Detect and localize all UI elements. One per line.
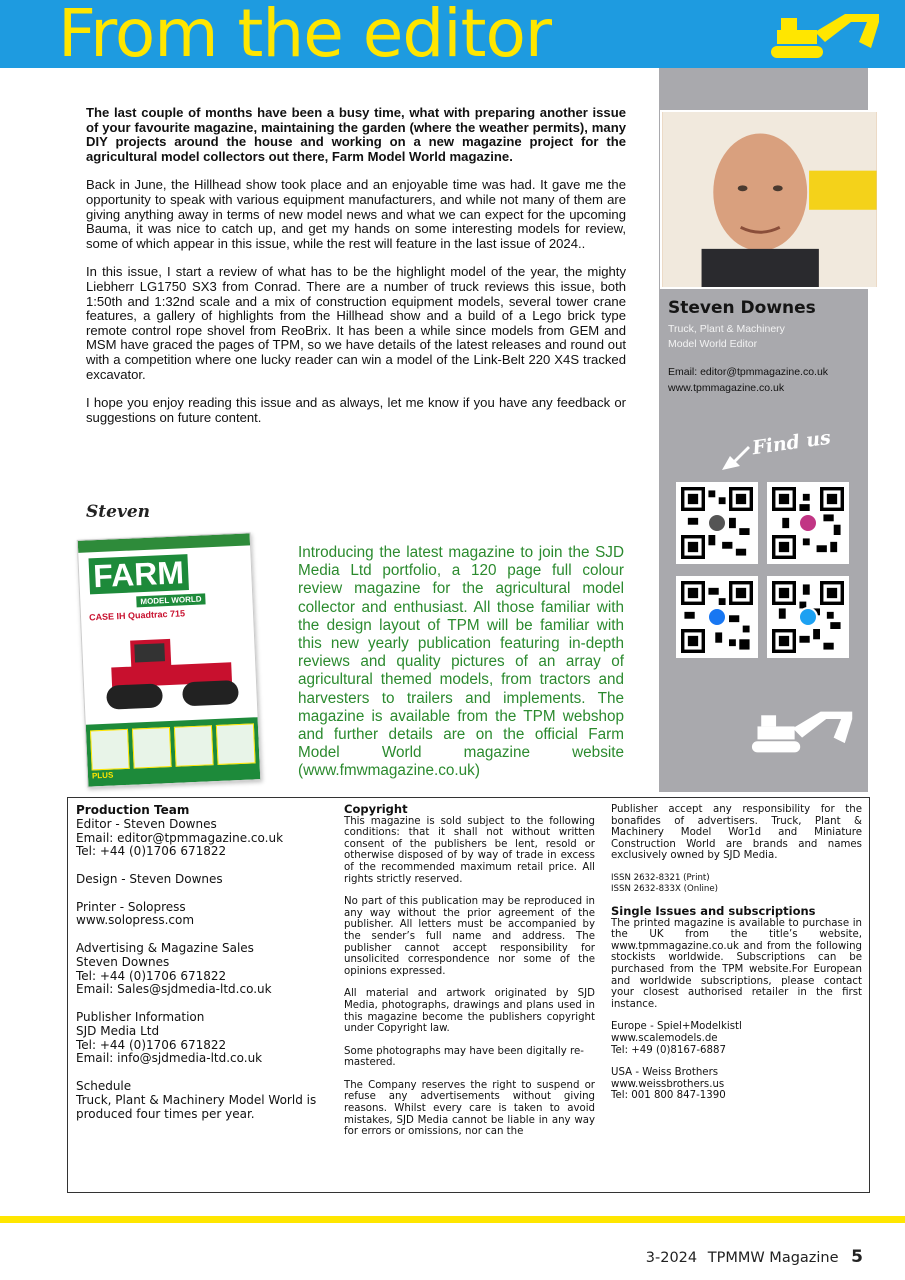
qr-code-facebook[interactable] (676, 576, 758, 658)
issn-print: ISSN 2632-8321 (Print) (611, 872, 710, 883)
article-paragraph: In this issue, I start a review of what has to be the highlight model of the year, the mighty Liebherr LG1750 SX3 from Conrad. There are a number of truck reviews this issue, both 1:50th and 1:32nd scale and a mix of construction equipment models, several tower crane features, a gallery of highlights from the Hillhead show and a build of a Lego brick type remote control rope shovel from ReoBrix. It has been a while since models from GEM and MSM have graced the pages of TPM, so we have details of the latest releases and round out with a competition where one lucky reader can win a model of the Link-Belt 220 X4S tracked excavator. (86, 264, 626, 382)
production-team-column (76, 804, 336, 1121)
section-heading: Production Team (76, 803, 190, 817)
info-line[interactable]: www.solopress.com (76, 913, 195, 928)
info-line: Advertising & Magazine Sales (76, 940, 254, 955)
info-line: Schedule (76, 1078, 132, 1093)
instagram-icon (798, 513, 818, 533)
info-line: Tel: +44 (0)1706 671822 (76, 1037, 227, 1052)
globe-icon (707, 513, 727, 533)
info-paragraph: Publisher accept any responsibility for the bonafides of advertisers. Truck, Plant & Machinery Model Wor1d and Miniature Construction World are brands and names exclusively owned by SJD Media. (611, 804, 862, 862)
qr-code-twitter[interactable] (767, 576, 849, 658)
publication-info-box (67, 797, 870, 1193)
page-header (0, 0, 905, 68)
cover-headline: CASE IH Quadtrac 715 (88, 608, 186, 623)
info-line: Europe - Spiel+Modelkistl (611, 1021, 742, 1033)
issue-number: 3-2024 (645, 1250, 698, 1266)
copyright-column (344, 804, 595, 1138)
article-paragraph: I hope you enjoy reading this issue and as always, let me know if you have any feedback or suggestions on future content. (86, 395, 626, 425)
editor-name: Steven Downes (668, 298, 816, 318)
magazine-name: TPMMW Magazine (707, 1250, 839, 1266)
info-paragraph: Some photographs may have been digitally re-mastered. (344, 1045, 584, 1069)
editor-website[interactable]: www.tpmmagazine.co.uk (668, 382, 785, 394)
footer-rule (0, 1216, 905, 1223)
info-line: Tel: +44 (0)1706 671822 (76, 968, 227, 983)
cover-thumbnail-strip (86, 717, 261, 786)
editor-role-line: Model World Editor (668, 338, 758, 350)
pointing-arrow-icon (718, 440, 752, 474)
lead-paragraph: The last couple of months have been a busy time, what with preparing another issue of your favourite magazine, maintaining the garden (where the weather permits), many DIY projects around the house and working on a new magazine project for the agricultural model collectors out there, Farm Model World magazine. (86, 105, 626, 164)
cover-plus-label: PLUS (91, 770, 114, 781)
editor-signature: Steven (86, 502, 150, 522)
info-line: USA - Weiss Brothers (611, 1067, 719, 1079)
info-paragraph: No part of this publication may be reproduced in any way without the prior agreement of the publisher. All letters must be accompanied by the sender’s full name and address. The publisher cannot accept responsibility for unsolicited correspondence nor some of the opinions expressed. (344, 896, 595, 977)
info-line: Tel: +44 (0)1706 671822 (76, 844, 227, 859)
editor-contact (668, 364, 828, 396)
page-title: From the editor (58, 0, 552, 68)
info-paragraph: This magazine is sold subject to the following conditions: that it shall not without written consent of the publishers be lent, resold or otherwise disposed of by way of trade in excess of the recommended maximum retail price. All rights strictly reserved. (344, 815, 595, 885)
cover-title: FARM (88, 554, 188, 594)
farm-model-world-cover (77, 532, 262, 787)
facebook-icon (707, 607, 727, 627)
info-line[interactable]: www.scalemodels.de (611, 1032, 718, 1044)
page-number: 5 (851, 1247, 863, 1267)
info-line[interactable]: Email: editor@tpmmagazine.co.uk (76, 830, 284, 845)
info-line: Tel: +49 (0)8167-6887 (611, 1044, 726, 1056)
editor-photo (660, 110, 879, 289)
editor-email[interactable]: Email: editor@tpmmagazine.co.uk (668, 366, 829, 378)
issn-online: ISSN 2632-833X (Online) (611, 883, 719, 894)
editor-role-line: Truck, Plant & Machinery (668, 323, 785, 335)
info-line: Tel: 001 800 847-1390 (611, 1090, 726, 1102)
tractor-image-icon (99, 618, 243, 720)
info-line[interactable]: Email: Sales@sjdmedia-ltd.co.uk (76, 982, 272, 997)
farm-magazine-intro: Introducing the latest magazine to join the SJD Media Ltd portfolio, a 120 page full colour review magazine for the agricultural model collector and enthusiast. All those familiar with the design layout of TPM will be familiar with this new yearly publication featuring in-depth reviews and quality pictures of an array of agricultural themed models, from tractors and harvesters to trailers and implements. The magazine is available from the TPM webshop and further details are on the official Farm Model World magazine website (www.fmwmagazine.co.uk) (298, 544, 624, 780)
editor-role (668, 322, 848, 352)
info-line: Steven Downes (76, 954, 170, 969)
info-paragraph: The Company reserves the right to suspend or refuse any advertisements without giving reasons. Whilst every care is taken to avoid mistakes, SJD Media cannot be liable in any way for errors or omissions, nor can the (344, 1079, 595, 1138)
qr-code-instagram[interactable] (767, 482, 849, 564)
page-footer (646, 1247, 863, 1267)
info-paragraph: The printed magazine is available to purchase in the UK from the title’s website, www.tpmmagazine.co.uk and from the following stockists worldwide. Subscriptions can be purchased from the TPM website.For European and worldwide subscriptions, please contact your closest authorised retailer in the first instance. (611, 917, 862, 1010)
info-paragraph: All material and artwork originated by SJD Media, photographs, drawings and plans used in this magazine become the publishers copyright under Copyright law. (344, 988, 595, 1035)
cover-thumbnail (174, 725, 214, 767)
subscriptions-column (611, 804, 862, 1102)
excavator-logo-icon (767, 8, 885, 64)
excavator-logo-icon (745, 706, 861, 758)
cover-subtitle: MODEL WORLD (136, 593, 206, 607)
article-paragraph: Back in June, the Hillhead show took place and an enjoyable time was had. It gave me the opportunity to speak with various equipment manufacturers, and while not many of them are giving anything away in terms of new model news and what we can expect for the upcoming Bauma, it was nice to catch up, and get my hands on some interesting models for review, some of which appear in this issue, while the rest will feature in the last issue of 2024.. (86, 177, 626, 251)
editor-letter (86, 106, 626, 439)
cover-thumbnail (216, 723, 256, 765)
section-heading: Single Issues and subscriptions (611, 903, 816, 918)
info-line[interactable]: www.weissbrothers.us (611, 1078, 725, 1090)
info-line: SJD Media Ltd (76, 1023, 160, 1038)
cover-thumbnail (132, 727, 172, 769)
section-heading: Copyright (344, 802, 408, 816)
qr-code-website[interactable] (676, 482, 758, 564)
cover-thumbnail (90, 729, 130, 771)
info-line: Publisher Information (76, 1009, 205, 1024)
twitter-icon (798, 607, 818, 627)
info-line: Printer - Solopress (76, 899, 186, 914)
find-us-label: Find us (750, 426, 833, 460)
info-line: Truck, Plant & Machinery Model World is produced four times per year. (76, 1092, 317, 1121)
info-line: Editor - Steven Downes (76, 816, 217, 831)
cover-banner (78, 533, 250, 552)
info-line: Design - Steven Downes (76, 871, 223, 886)
editor-portrait-icon (662, 112, 877, 287)
info-line[interactable]: Email: info@sjdmedia-ltd.co.uk (76, 1051, 263, 1066)
